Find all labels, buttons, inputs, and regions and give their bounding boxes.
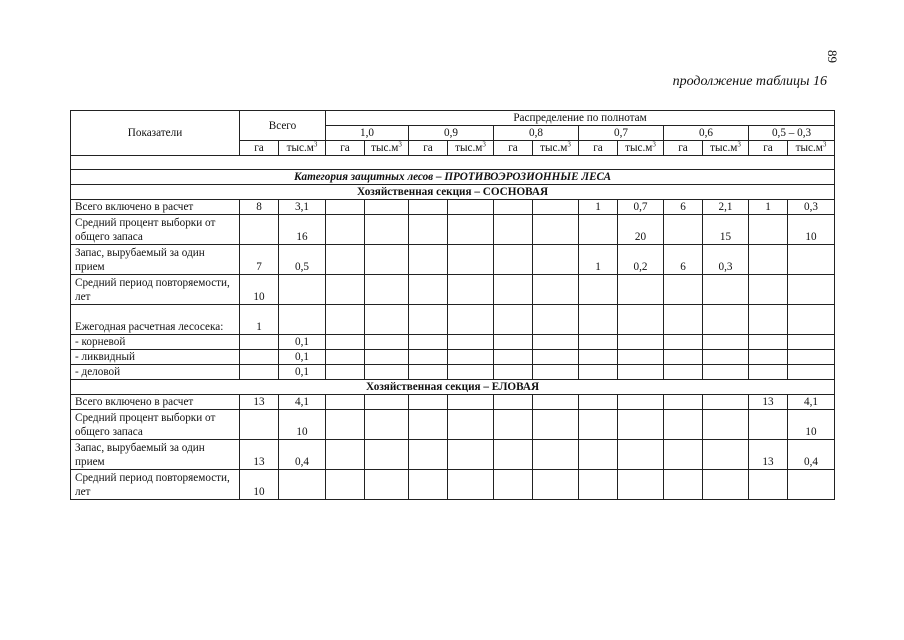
table-cell [749, 245, 788, 275]
table-cell: 0,2 [618, 245, 664, 275]
table-cell [365, 350, 409, 365]
table-cell [240, 335, 279, 350]
spacer-row [71, 156, 835, 170]
table-cell [494, 410, 533, 440]
table-cell: 1 [749, 200, 788, 215]
row-label: Ежегодная расчетная лесосека: [71, 305, 240, 335]
table-cell: 13 [240, 395, 279, 410]
table-cell [788, 245, 835, 275]
table-cell [703, 335, 749, 350]
table-cell: 10 [240, 470, 279, 500]
header-unit-ha: га [749, 141, 788, 156]
table-cell: 3,1 [279, 200, 326, 215]
table-cell: 15 [703, 215, 749, 245]
table-cell [365, 410, 409, 440]
table-cell [448, 410, 494, 440]
data-table [70, 110, 835, 500]
table-cell [448, 365, 494, 380]
table-cell [703, 275, 749, 305]
table-cell: 0,1 [279, 365, 326, 380]
table-cell: 20 [618, 215, 664, 245]
table-cell [664, 395, 703, 410]
table-cell [326, 200, 365, 215]
table-cell [618, 395, 664, 410]
table-cell [494, 335, 533, 350]
header-distribution: Распределение по полнотам [326, 111, 835, 126]
table-cell [703, 395, 749, 410]
continuation-title: продолжение таблицы 16 [672, 74, 827, 89]
row-label: Средний период повторяемости, лет [71, 470, 240, 500]
table-cell [788, 305, 835, 335]
table-cell [494, 395, 533, 410]
table-cell [533, 305, 579, 335]
table-cell [749, 410, 788, 440]
table-cell [409, 335, 448, 350]
table-row [71, 215, 835, 245]
table-cell [365, 365, 409, 380]
table-cell [326, 440, 365, 470]
table-row [71, 335, 835, 350]
table-cell [448, 245, 494, 275]
table-cell: 13 [240, 440, 279, 470]
row-label: Всего включено в расчет [71, 200, 240, 215]
row-label: Запас, вырубаемый за один прием [71, 440, 240, 470]
table-cell: 6 [664, 245, 703, 275]
table-cell [448, 350, 494, 365]
table-row [71, 410, 835, 440]
header-unit-volume: $тыс.м^3$ [703, 141, 749, 156]
table-cell [494, 200, 533, 215]
table-cell [533, 440, 579, 470]
table-cell [494, 440, 533, 470]
table-cell [579, 350, 618, 365]
table-cell: 0,4 [788, 440, 835, 470]
table-cell [448, 440, 494, 470]
header-unit-volume: $тыс.м^3$ [448, 141, 494, 156]
table-cell [664, 350, 703, 365]
row-label: - деловой [71, 365, 240, 380]
table-cell [494, 245, 533, 275]
table-cell [326, 215, 365, 245]
table-cell [240, 350, 279, 365]
table-cell [788, 335, 835, 350]
table-row [71, 440, 835, 470]
table-cell [409, 395, 448, 410]
table-cell: 1 [579, 245, 618, 275]
table-cell [279, 470, 326, 500]
table-cell [618, 470, 664, 500]
table-cell [749, 470, 788, 500]
table-cell [240, 215, 279, 245]
table-cell [579, 470, 618, 500]
table-cell [664, 440, 703, 470]
table-row [71, 245, 835, 275]
table-cell: 16 [279, 215, 326, 245]
table-cell: 0,3 [788, 200, 835, 215]
table-cell [494, 305, 533, 335]
header-density: 0,7 [579, 126, 664, 141]
table-cell [409, 365, 448, 380]
table-row [71, 350, 835, 365]
table-cell [409, 470, 448, 500]
table-cell [703, 365, 749, 380]
table-cell [494, 215, 533, 245]
table-cell [326, 365, 365, 380]
section-title: Хозяйственная секция – СОСНОВАЯ [71, 185, 835, 200]
table-cell: 8 [240, 200, 279, 215]
table-cell [579, 335, 618, 350]
table-cell [365, 245, 409, 275]
section-title: Хозяйственная секция – ЕЛОВАЯ [71, 380, 835, 395]
table-cell [749, 335, 788, 350]
table-cell: 7 [240, 245, 279, 275]
header-indicators: Показатели [71, 111, 240, 156]
table-cell [703, 305, 749, 335]
table-cell [788, 275, 835, 305]
table-cell [618, 410, 664, 440]
table-cell [409, 410, 448, 440]
table-cell [664, 365, 703, 380]
header-density: 1,0 [326, 126, 409, 141]
table-cell: 1 [579, 200, 618, 215]
table-row [71, 365, 835, 380]
table-cell [326, 410, 365, 440]
table-cell [533, 470, 579, 500]
table-cell [664, 335, 703, 350]
table-cell: 0,5 [279, 245, 326, 275]
table-cell [579, 410, 618, 440]
table-cell: 10 [788, 410, 835, 440]
table-cell [365, 305, 409, 335]
table-cell [448, 395, 494, 410]
table-cell [494, 350, 533, 365]
table-cell [618, 305, 664, 335]
row-label: - корневой [71, 335, 240, 350]
table-cell [409, 215, 448, 245]
table-cell [703, 440, 749, 470]
table-cell [618, 440, 664, 470]
table-cell [409, 440, 448, 470]
header-unit-volume: $тыс.м^3$ [788, 141, 835, 156]
table-row [71, 275, 835, 305]
table-cell [579, 365, 618, 380]
header-unit-ha: га [240, 141, 279, 156]
table-cell: 10 [279, 410, 326, 440]
header-density: 0,5 – 0,3 [749, 126, 835, 141]
table-cell [618, 350, 664, 365]
table-cell [279, 275, 326, 305]
table-cell [448, 200, 494, 215]
table-cell [240, 410, 279, 440]
header-unit-volume: $тыс.м^3$ [533, 141, 579, 156]
table-cell [365, 200, 409, 215]
table-cell [240, 365, 279, 380]
table-cell [749, 350, 788, 365]
header-unit-ha: га [326, 141, 365, 156]
table-row [71, 200, 835, 215]
table-cell [409, 275, 448, 305]
table-cell: 0,4 [279, 440, 326, 470]
table-cell: 4,1 [279, 395, 326, 410]
table-cell [579, 305, 618, 335]
table-cell [365, 215, 409, 245]
table-cell [326, 335, 365, 350]
table-cell [448, 470, 494, 500]
page-number: 89 [825, 50, 840, 63]
table-cell [365, 440, 409, 470]
table-cell: 4,1 [788, 395, 835, 410]
table-cell [579, 275, 618, 305]
table-cell: 0,3 [703, 245, 749, 275]
table-cell [664, 215, 703, 245]
table-cell [703, 350, 749, 365]
table-cell [618, 335, 664, 350]
row-label: - ликвидный [71, 350, 240, 365]
table-cell [703, 470, 749, 500]
row-label: Средний процент выборки от общего запаса [71, 410, 240, 440]
table-cell [365, 395, 409, 410]
table-cell [365, 275, 409, 305]
table-cell [533, 350, 579, 365]
table-cell [533, 395, 579, 410]
table-cell [448, 335, 494, 350]
table-cell [279, 305, 326, 335]
table-cell [618, 365, 664, 380]
row-label: Средний процент выборки от общего запаса [71, 215, 240, 245]
table-cell [664, 305, 703, 335]
header-density: 0,8 [494, 126, 579, 141]
table-cell [788, 350, 835, 365]
table-cell: 1 [240, 305, 279, 335]
table-cell [326, 245, 365, 275]
table-cell: 6 [664, 200, 703, 215]
table-cell: 0,1 [279, 350, 326, 365]
table-row [71, 470, 835, 500]
table-cell [326, 350, 365, 365]
table-cell [494, 365, 533, 380]
table-cell [365, 335, 409, 350]
table-cell [749, 305, 788, 335]
table-cell [326, 305, 365, 335]
table-cell [788, 365, 835, 380]
table-cell: 0,7 [618, 200, 664, 215]
table-cell [448, 275, 494, 305]
header-unit-volume: $тыс.м^3$ [618, 141, 664, 156]
table-cell: 13 [749, 395, 788, 410]
table-cell [448, 215, 494, 245]
table-cell [409, 245, 448, 275]
table-cell [409, 305, 448, 335]
table-cell [409, 350, 448, 365]
header-total: Всего [240, 111, 326, 141]
table-cell [664, 275, 703, 305]
row-label: Всего включено в расчет [71, 395, 240, 410]
row-label: Запас, вырубаемый за один прием [71, 245, 240, 275]
table-cell [448, 305, 494, 335]
table-cell [749, 365, 788, 380]
table-cell [533, 275, 579, 305]
table-cell: 0,1 [279, 335, 326, 350]
table-row [71, 395, 835, 410]
table-cell [326, 275, 365, 305]
header-unit-ha: га [664, 141, 703, 156]
table-cell [326, 470, 365, 500]
header-unit-ha: га [494, 141, 533, 156]
table-cell: 10 [788, 215, 835, 245]
table-cell [579, 440, 618, 470]
table-cell [788, 470, 835, 500]
header-unit-ha: га [409, 141, 448, 156]
table-cell [409, 200, 448, 215]
header-unit-ha: га [579, 141, 618, 156]
table-cell [533, 335, 579, 350]
table-cell [749, 275, 788, 305]
table-cell [579, 215, 618, 245]
table-cell [533, 215, 579, 245]
header-density: 0,9 [409, 126, 494, 141]
table-cell [618, 275, 664, 305]
table-cell: 13 [749, 440, 788, 470]
header-unit-volume: $тыс.м^3$ [279, 141, 326, 156]
row-label: Средний период повторяемости, лет [71, 275, 240, 305]
table-cell [664, 470, 703, 500]
table-cell [494, 470, 533, 500]
table-cell: 10 [240, 275, 279, 305]
table-cell [326, 395, 365, 410]
header-unit-volume: $тыс.м^3$ [365, 141, 409, 156]
table-cell [703, 410, 749, 440]
table-cell [533, 365, 579, 380]
header-density: 0,6 [664, 126, 749, 141]
table-cell [365, 470, 409, 500]
table-cell [664, 410, 703, 440]
table-row [71, 305, 835, 335]
table-cell [533, 200, 579, 215]
table-cell: 2,1 [703, 200, 749, 215]
category-title: Категория защитных лесов – ПРОТИВОЭРОЗИОННЫЕ ЛЕСА [71, 170, 835, 185]
table-cell [533, 245, 579, 275]
table-cell [494, 275, 533, 305]
table-cell [579, 395, 618, 410]
table-cell [533, 410, 579, 440]
table-cell [749, 215, 788, 245]
